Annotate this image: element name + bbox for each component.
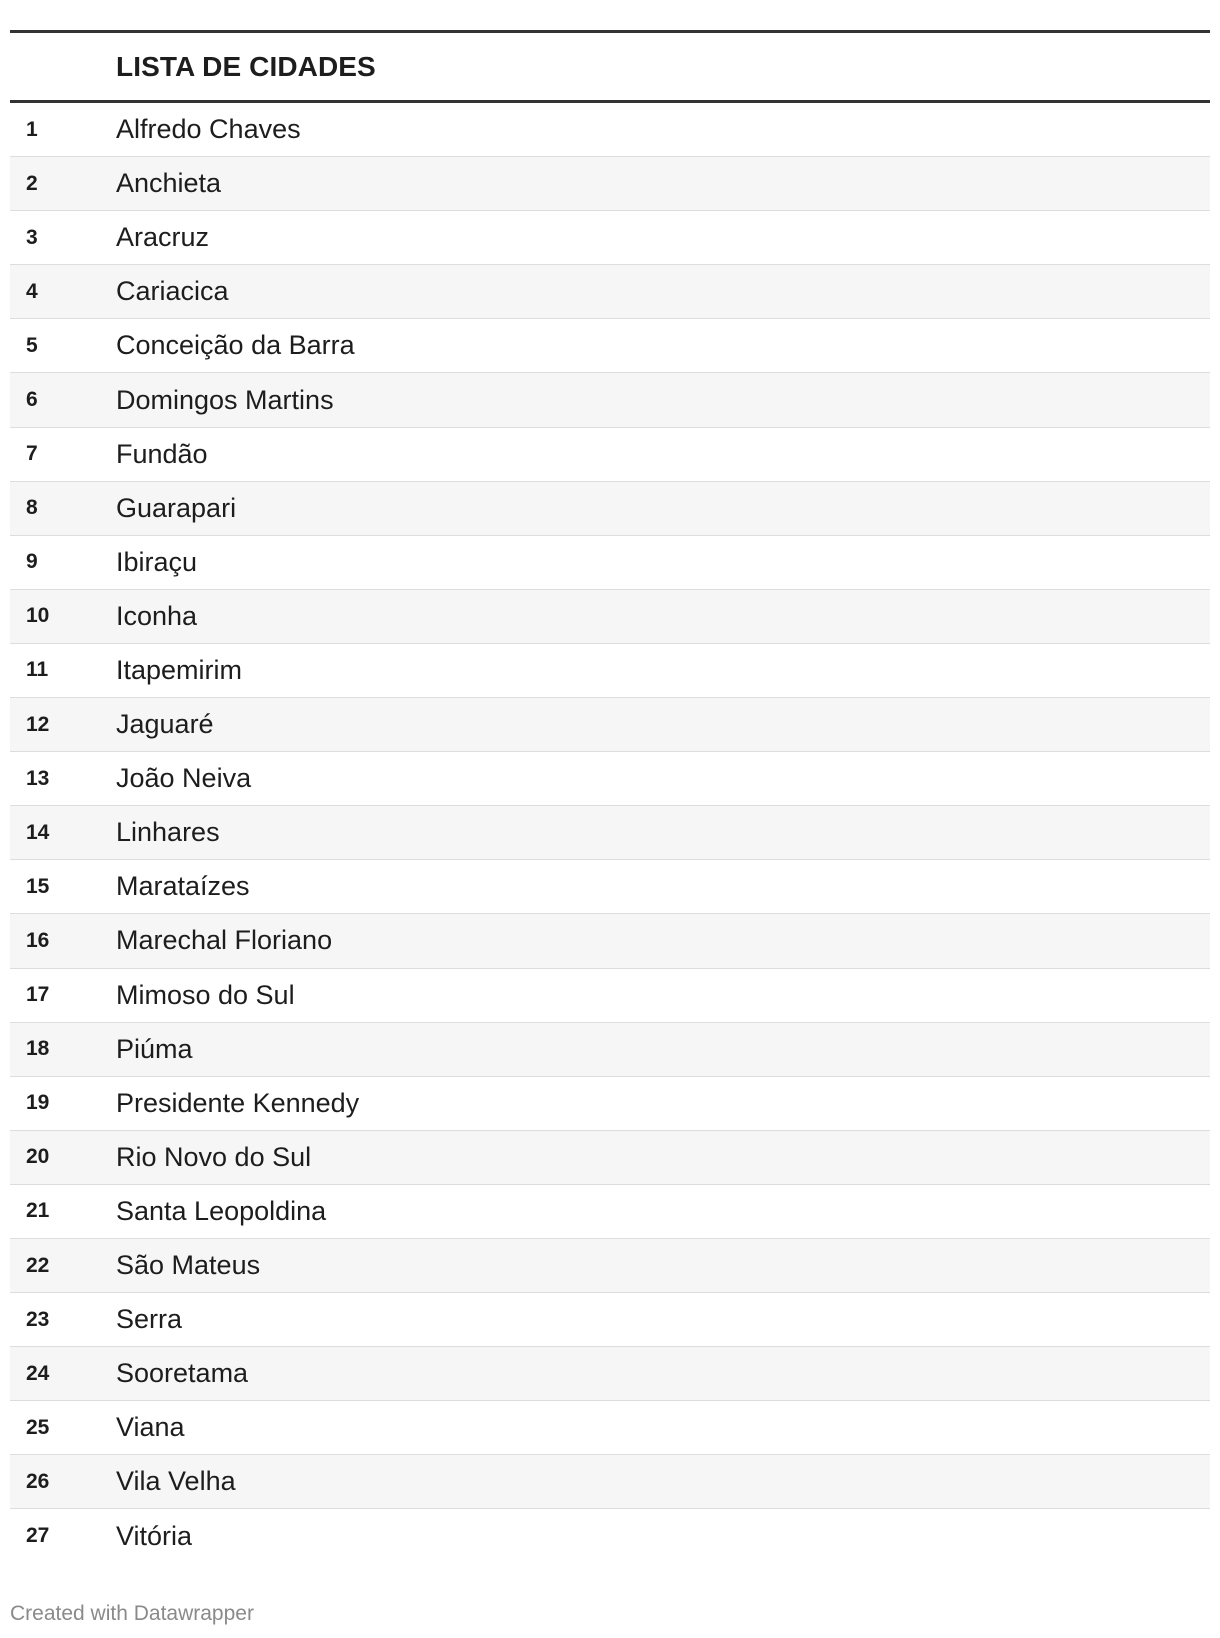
table-row <box>10 969 1210 1023</box>
row-city-name: Iconha <box>116 600 198 631</box>
table-row <box>10 860 1210 914</box>
row-city-name: Marataízes <box>116 871 250 902</box>
row-number: 9 <box>26 550 38 574</box>
row-city-name: Ibiraçu <box>116 546 198 577</box>
row-number: 2 <box>26 171 38 195</box>
row-number: 25 <box>26 1415 50 1439</box>
table-header-row <box>10 33 1210 103</box>
header-city-column: LISTA DE CIDADES <box>116 50 376 82</box>
row-city-name: Cariacica <box>116 276 229 307</box>
row-city-name: Domingos Martins <box>116 384 334 415</box>
row-city-name: Conceição da Barra <box>116 330 355 361</box>
table-row <box>10 590 1210 644</box>
table-row <box>10 536 1210 590</box>
table-row <box>10 103 1210 157</box>
table-row <box>10 428 1210 482</box>
row-city-name: Linhares <box>116 817 220 848</box>
row-city-name: Presidente Kennedy <box>116 1087 360 1118</box>
table-row <box>10 1347 1210 1401</box>
table-row <box>10 1239 1210 1293</box>
row-number: 22 <box>26 1253 50 1277</box>
datawrapper-credit[interactable]: Created with Datawrapper <box>10 1602 254 1625</box>
row-city-name: Sooretama <box>116 1358 249 1389</box>
table-row <box>10 482 1210 536</box>
row-number: 23 <box>26 1307 50 1331</box>
row-number: 18 <box>26 1037 50 1061</box>
row-number: 17 <box>26 983 50 1007</box>
table-row <box>10 157 1210 211</box>
row-number: 24 <box>26 1361 50 1385</box>
table-row <box>10 373 1210 427</box>
table-row <box>10 1023 1210 1077</box>
row-number: 1 <box>26 117 38 141</box>
table-row <box>10 698 1210 752</box>
city-table <box>10 30 1210 1564</box>
row-number: 8 <box>26 496 38 520</box>
table-row <box>10 752 1210 806</box>
row-city-name: Anchieta <box>116 168 222 199</box>
row-city-name: Marechal Floriano <box>116 925 333 956</box>
row-city-name: Itapemirim <box>116 654 243 685</box>
row-city-name: Guarapari <box>116 492 237 523</box>
table-row <box>10 644 1210 698</box>
row-number: 21 <box>26 1199 50 1223</box>
row-number: 16 <box>26 928 50 952</box>
row-city-name: Jaguaré <box>116 709 214 740</box>
row-number: 13 <box>26 766 50 790</box>
table-row <box>10 211 1210 265</box>
row-city-name: Fundão <box>116 438 208 469</box>
row-number: 20 <box>26 1145 50 1169</box>
row-number: 4 <box>26 279 38 303</box>
table-row <box>10 1131 1210 1185</box>
row-number: 11 <box>26 658 49 682</box>
row-number: 7 <box>26 442 38 466</box>
row-number: 15 <box>26 874 50 898</box>
row-city-name: Serra <box>116 1304 183 1335</box>
table-body <box>10 103 1210 1564</box>
row-city-name: Vitória <box>116 1520 193 1551</box>
table-row <box>10 1509 1210 1563</box>
row-city-name: Alfredo Chaves <box>116 114 301 145</box>
row-number: 6 <box>26 388 38 412</box>
table-row <box>10 914 1210 968</box>
table-row <box>10 265 1210 319</box>
table-row <box>10 1185 1210 1239</box>
table-row <box>10 319 1210 373</box>
row-city-name: São Mateus <box>116 1250 261 1281</box>
row-city-name: Viana <box>116 1412 185 1443</box>
row-number: 3 <box>26 225 38 249</box>
row-number: 5 <box>26 333 38 357</box>
row-city-name: Santa Leopoldina <box>116 1195 327 1226</box>
row-number: 14 <box>26 820 50 844</box>
table-row <box>10 1401 1210 1455</box>
table-row <box>10 1077 1210 1131</box>
table-row <box>10 1455 1210 1509</box>
row-city-name: Mimoso do Sul <box>116 979 295 1010</box>
row-city-name: Piúma <box>116 1033 193 1064</box>
row-number: 19 <box>26 1091 50 1115</box>
row-city-name: Vila Velha <box>116 1466 236 1497</box>
table-row <box>10 1293 1210 1347</box>
row-city-name: João Neiva <box>116 763 252 794</box>
row-number: 26 <box>26 1469 50 1493</box>
row-city-name: Aracruz <box>116 222 210 253</box>
row-number: 10 <box>26 604 50 628</box>
row-city-name: Rio Novo do Sul <box>116 1141 312 1172</box>
row-number: 27 <box>26 1524 50 1548</box>
row-number: 12 <box>26 712 50 736</box>
table-row <box>10 806 1210 860</box>
